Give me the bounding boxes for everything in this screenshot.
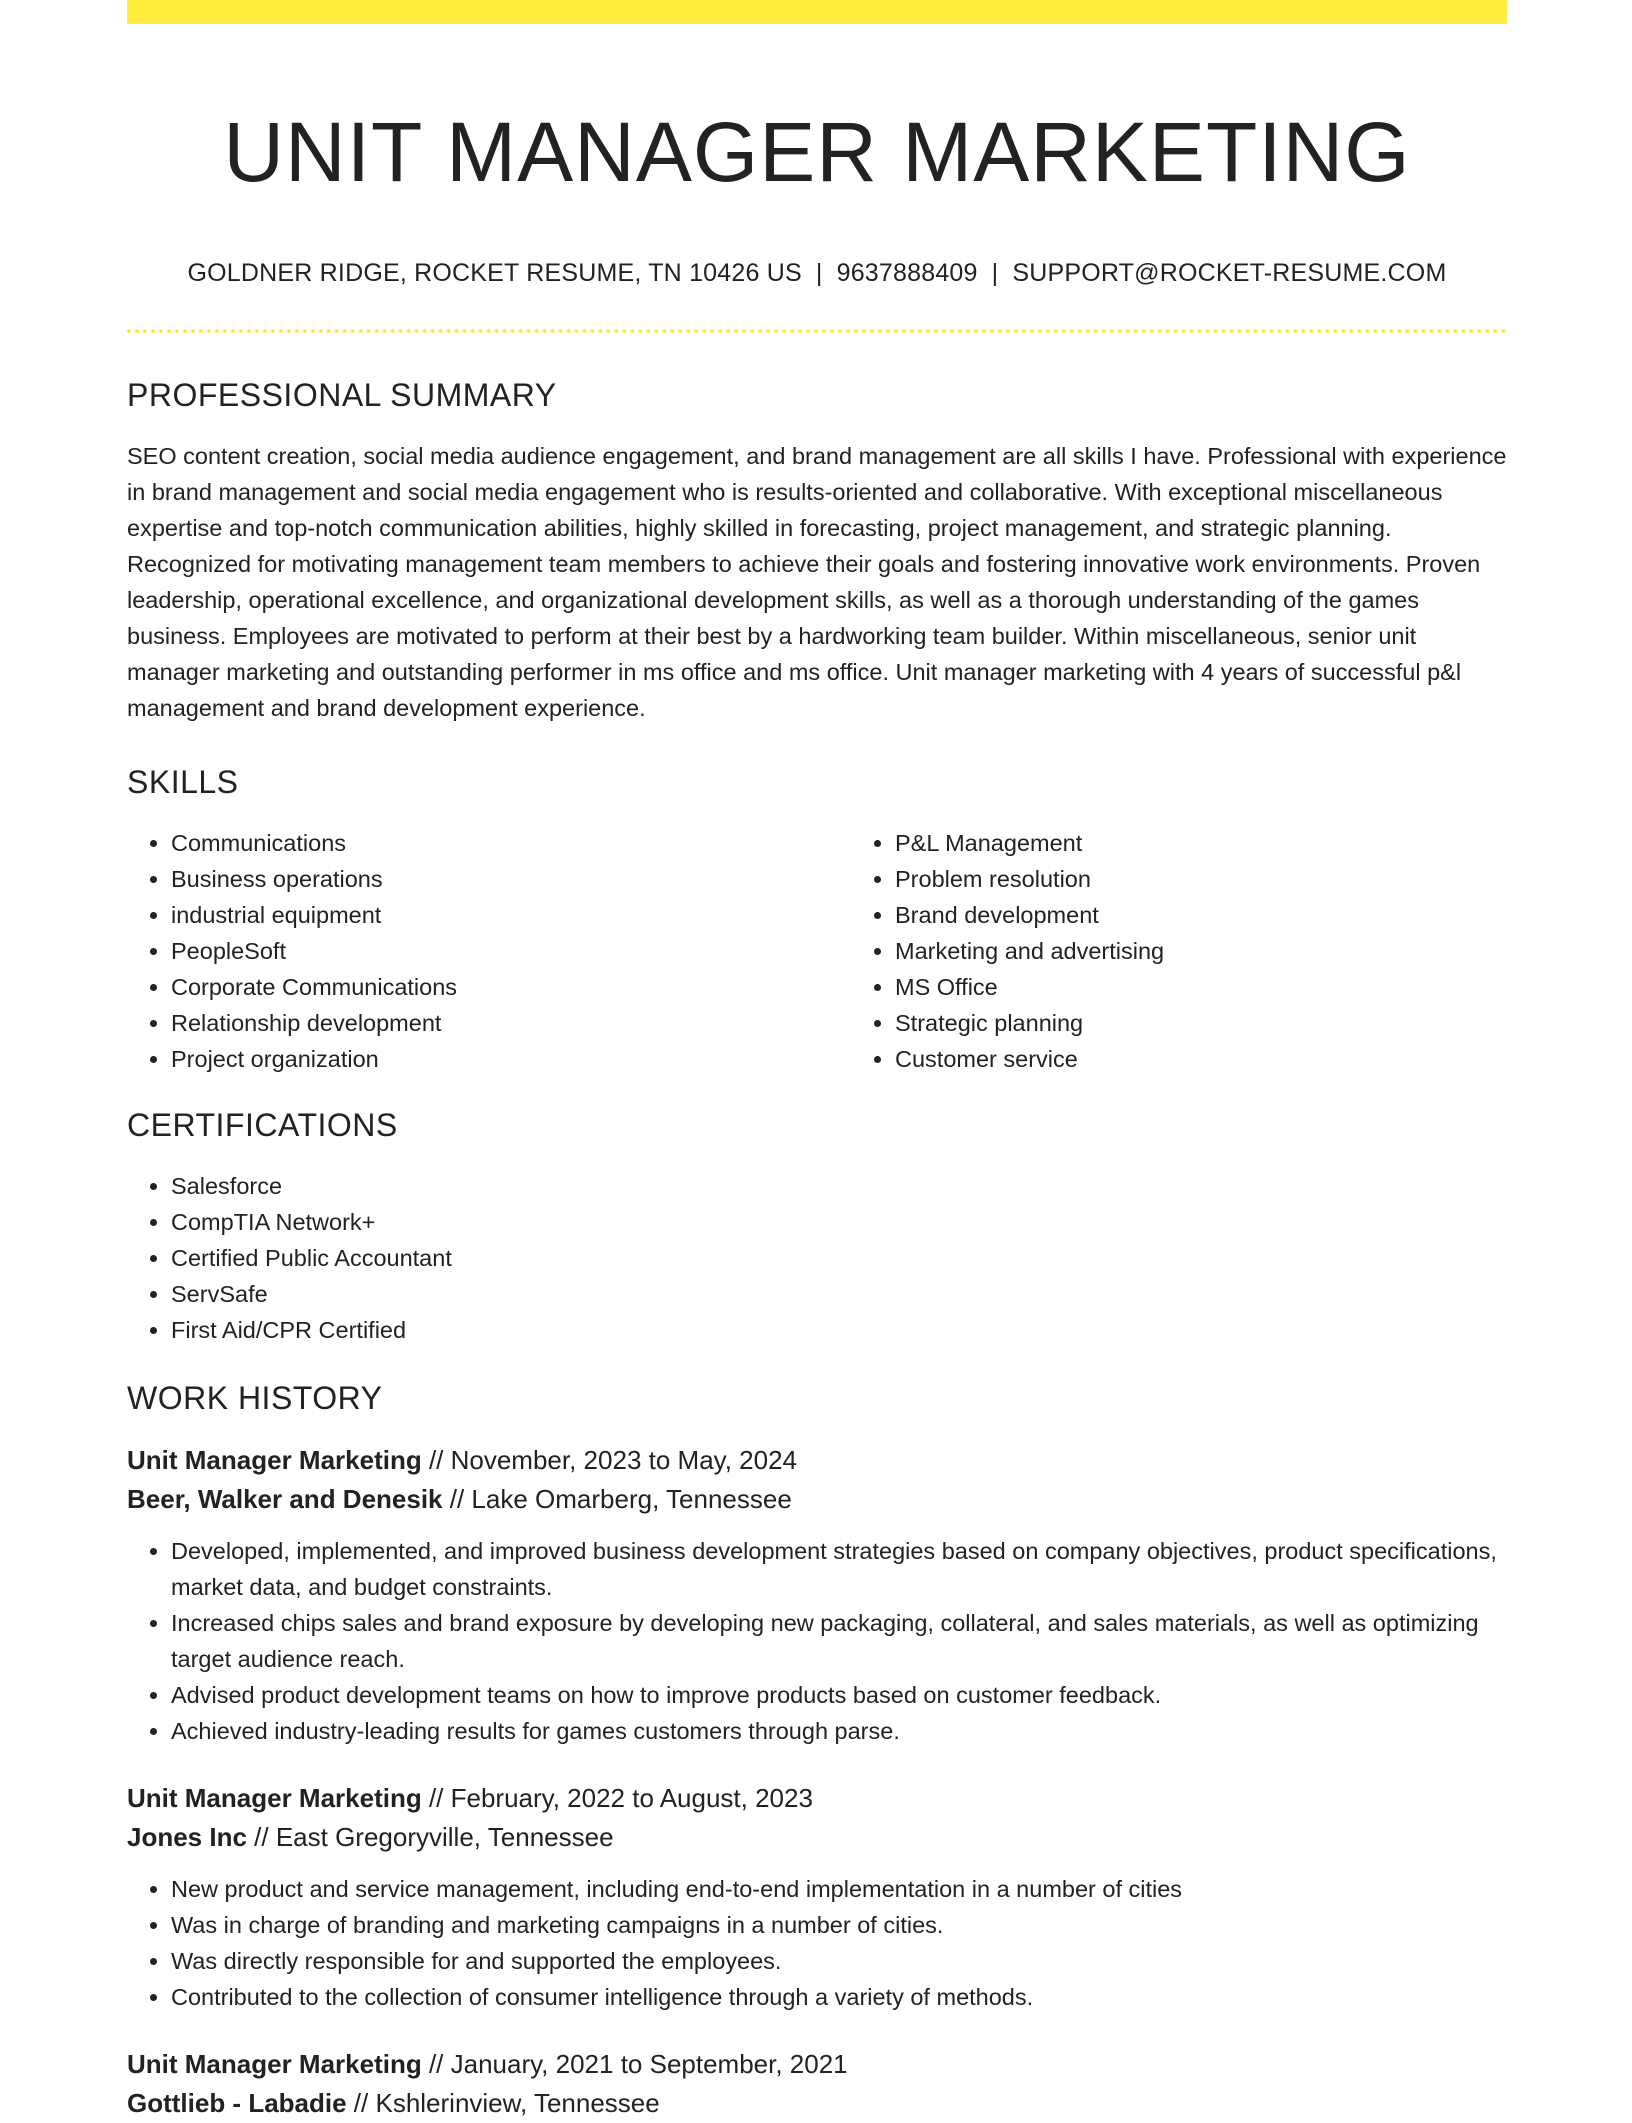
job-bullet-list xyxy=(127,1533,1507,1749)
skill-item: • Relationship development xyxy=(171,1005,851,1041)
skills-column-right xyxy=(851,825,1575,1077)
job-location: // Kshlerinview, Tennessee xyxy=(346,2088,660,2118)
job-dates: // January, 2021 to September, 2021 xyxy=(421,2049,848,2079)
job-location: // East Gregoryville, Tennessee xyxy=(246,1822,614,1852)
certification-item: • Salesforce xyxy=(171,1168,1507,1204)
job-bullet-list xyxy=(127,1871,1507,2015)
job-bullet: • Advised product development teams on how to improve products based on customer feedback. xyxy=(171,1677,1507,1713)
skill-item: • Problem resolution xyxy=(895,861,1575,897)
contact-phone: 9637888409 xyxy=(836,259,978,287)
resume-page xyxy=(127,0,1507,2123)
skills-list xyxy=(127,825,1507,1077)
summary-text: SEO content creation, social media audience engagement, and brand management are all skills I have. Professional with experience in brand management and social media engagement who is results-oriented and collaborative. With exceptional miscellaneous expertise and top-notch communication abilities, highly skilled in forecasting, project management, and strategic planning. Recognized for motivating management team members to achieve their goals and fostering innovative work environments. Proven leadership, operational excellence, and organizational development skills, as well as a thorough understanding of the games business. Employees are motivated to perform at their best by a hardworking team builder. Within miscellaneous, senior unit manager marketing and outstanding performer in ms office and ms office. Unit manager marketing with 4 years of successful p&l management and brand development experience. xyxy=(127,443,1507,721)
skill-item: • Marketing and advertising xyxy=(895,933,1575,969)
skill-item: • Customer service xyxy=(895,1041,1575,1077)
skill-item: • Strategic planning xyxy=(895,1005,1575,1041)
job-company-line xyxy=(127,1480,1507,1519)
resume-name: UNIT MANAGER MARKETING xyxy=(223,105,1411,199)
job-bullet: • Achieved industry-leading results for games customers through parse. xyxy=(171,1713,1507,1749)
job-role-line xyxy=(127,1779,1507,1818)
job-dates: // November, 2023 to May, 2024 xyxy=(421,1445,798,1475)
job-company-line xyxy=(127,2084,1507,2123)
job-bullet: • Contributed to the collection of consumer intelligence through a variety of methods. xyxy=(171,1979,1507,2015)
dotted-divider xyxy=(127,329,1507,333)
job-bullet: • Increased chips sales and brand exposure by developing new packaging, collateral, and sales materials, as well as optimizing target audience reach. xyxy=(171,1605,1507,1677)
job-company: Jones Inc xyxy=(127,1822,247,1852)
summary-heading: PROFESSIONAL SUMMARY xyxy=(127,377,557,413)
top-accent-bar xyxy=(127,0,1507,24)
job-role: Unit Manager Marketing xyxy=(127,1783,422,1813)
job-role-line xyxy=(127,1441,1507,1480)
contact-line xyxy=(127,259,1507,288)
job-company-line xyxy=(127,1818,1507,1857)
job-role-line xyxy=(127,2045,1507,2084)
skill-item: • Communications xyxy=(171,825,851,861)
job-entry xyxy=(127,1441,1507,1749)
job-dates: // February, 2022 to August, 2023 xyxy=(421,1783,813,1813)
certifications-heading: CERTIFICATIONS xyxy=(127,1107,398,1143)
contact-separator: | xyxy=(815,259,823,287)
job-company: Gottlieb - Labadie xyxy=(127,2088,347,2118)
skill-item: • Corporate Communications xyxy=(171,969,851,1005)
job-bullet: • Was in charge of branding and marketing campaigns in a number of cities. xyxy=(171,1907,1507,1943)
skill-item: • Brand development xyxy=(895,897,1575,933)
job-company: Beer, Walker and Denesik xyxy=(127,1484,443,1514)
skill-item: • P&L Management xyxy=(895,825,1575,861)
skill-item: • PeopleSoft xyxy=(171,933,851,969)
skill-item: • MS Office xyxy=(895,969,1575,1005)
skill-item: • Project organization xyxy=(171,1041,851,1077)
skill-item: • Business operations xyxy=(171,861,851,897)
skills-column-left xyxy=(127,825,851,1077)
job-bullet: • New product and service management, including end-to-end implementation in a number of cities xyxy=(171,1871,1507,1907)
job-entry xyxy=(127,2045,1507,2123)
contact-separator: | xyxy=(991,259,999,287)
certification-item: • ServSafe xyxy=(171,1276,1507,1312)
skills-heading: SKILLS xyxy=(127,764,239,800)
certification-item: • Certified Public Accountant xyxy=(171,1240,1507,1276)
contact-email: SUPPORT@ROCKET-RESUME.COM xyxy=(1012,259,1447,287)
contact-address: GOLDNER RIDGE, ROCKET RESUME, TN 10426 US xyxy=(187,259,802,287)
certification-item: • First Aid/CPR Certified xyxy=(171,1312,1507,1348)
work-history-heading: WORK HISTORY xyxy=(127,1380,383,1416)
job-bullet: • Developed, implemented, and improved business development strategies based on company objectives, product specifications, market data, and budget constraints. xyxy=(171,1533,1507,1605)
job-role: Unit Manager Marketing xyxy=(127,2049,422,2079)
skill-item: • industrial equipment xyxy=(171,897,851,933)
job-location: // Lake Omarberg, Tennessee xyxy=(442,1484,792,1514)
certification-item: • CompTIA Network+ xyxy=(171,1204,1507,1240)
job-bullet: • Was directly responsible for and supported the employees. xyxy=(171,1943,1507,1979)
certifications-list xyxy=(127,1168,1507,1348)
job-entry xyxy=(127,1779,1507,2015)
job-role: Unit Manager Marketing xyxy=(127,1445,422,1475)
